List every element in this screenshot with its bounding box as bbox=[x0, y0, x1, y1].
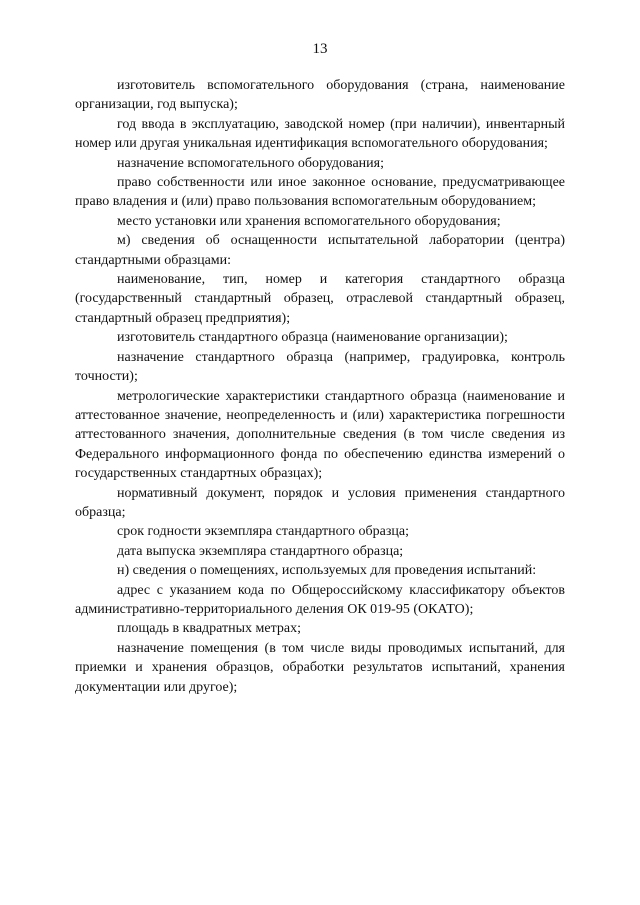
paragraph: изготовитель вспомогательного оборудования (страна, наименование организации, год выпуска); bbox=[75, 78, 565, 113]
paragraph: м) сведения об оснащенности испытательной лаборатории (центра) стандартными образцами: bbox=[75, 233, 565, 268]
paragraph: адрес с указанием кода по Общероссийскому классификатору объектов административно-территориального деления ОК 019-95 (ОКАТО); bbox=[75, 582, 565, 617]
paragraph: назначение помещения (в том числе виды проводимых испытаний, для приемки и хранения образцов, обработки результатов испытаний, хранения документации или другое); bbox=[75, 640, 565, 695]
paragraph: место установки или хранения вспомогательного оборудования; bbox=[117, 213, 501, 229]
paragraph: назначение стандартного образца (например, градуировка, контроль точности); bbox=[75, 349, 565, 385]
paragraph: изготовитель стандартного образца (наименование организации); bbox=[117, 330, 508, 346]
page-number: 13 bbox=[312, 41, 328, 57]
paragraph: наименование, тип, номер и категория стандартного образца (государственный стандартный образец, отраслевой стандартный образец, стандартный образец предприятия); bbox=[75, 272, 565, 326]
paragraph: нормативный документ, порядок и условия применения стандартного образца; bbox=[75, 485, 565, 520]
document-body bbox=[75, 76, 565, 697]
paragraph: метрологические характеристики стандартного образца (наименование и аттестованное значение, неопределенность и (или) характеристика погрешности аттестованного значения, дополнительные сведения (в том числе сведения из Федерального информационного фонда по обеспечению единства измерений о государственных стандартных образцах); bbox=[75, 388, 565, 482]
paragraph: назначение вспомогательного оборудования; bbox=[117, 155, 384, 171]
paragraph: право собственности или иное законное основание, предусматривающее право владения и (или) право пользования вспомогательным оборудованием; bbox=[75, 175, 565, 210]
paragraph: дата выпуска экземпляра стандартного образца; bbox=[117, 543, 404, 559]
paragraph: площадь в квадратных метрах; bbox=[117, 621, 301, 637]
paragraph: срок годности экземпляра стандартного образца; bbox=[117, 524, 409, 540]
paragraph: н) сведения о помещениях, используемых для проведения испытаний: bbox=[117, 563, 537, 579]
paragraph: год ввода в эксплуатацию, заводской номер (при наличии), инвентарный номер или другая уникальная идентификация вспомогательного оборудования; bbox=[75, 116, 565, 152]
